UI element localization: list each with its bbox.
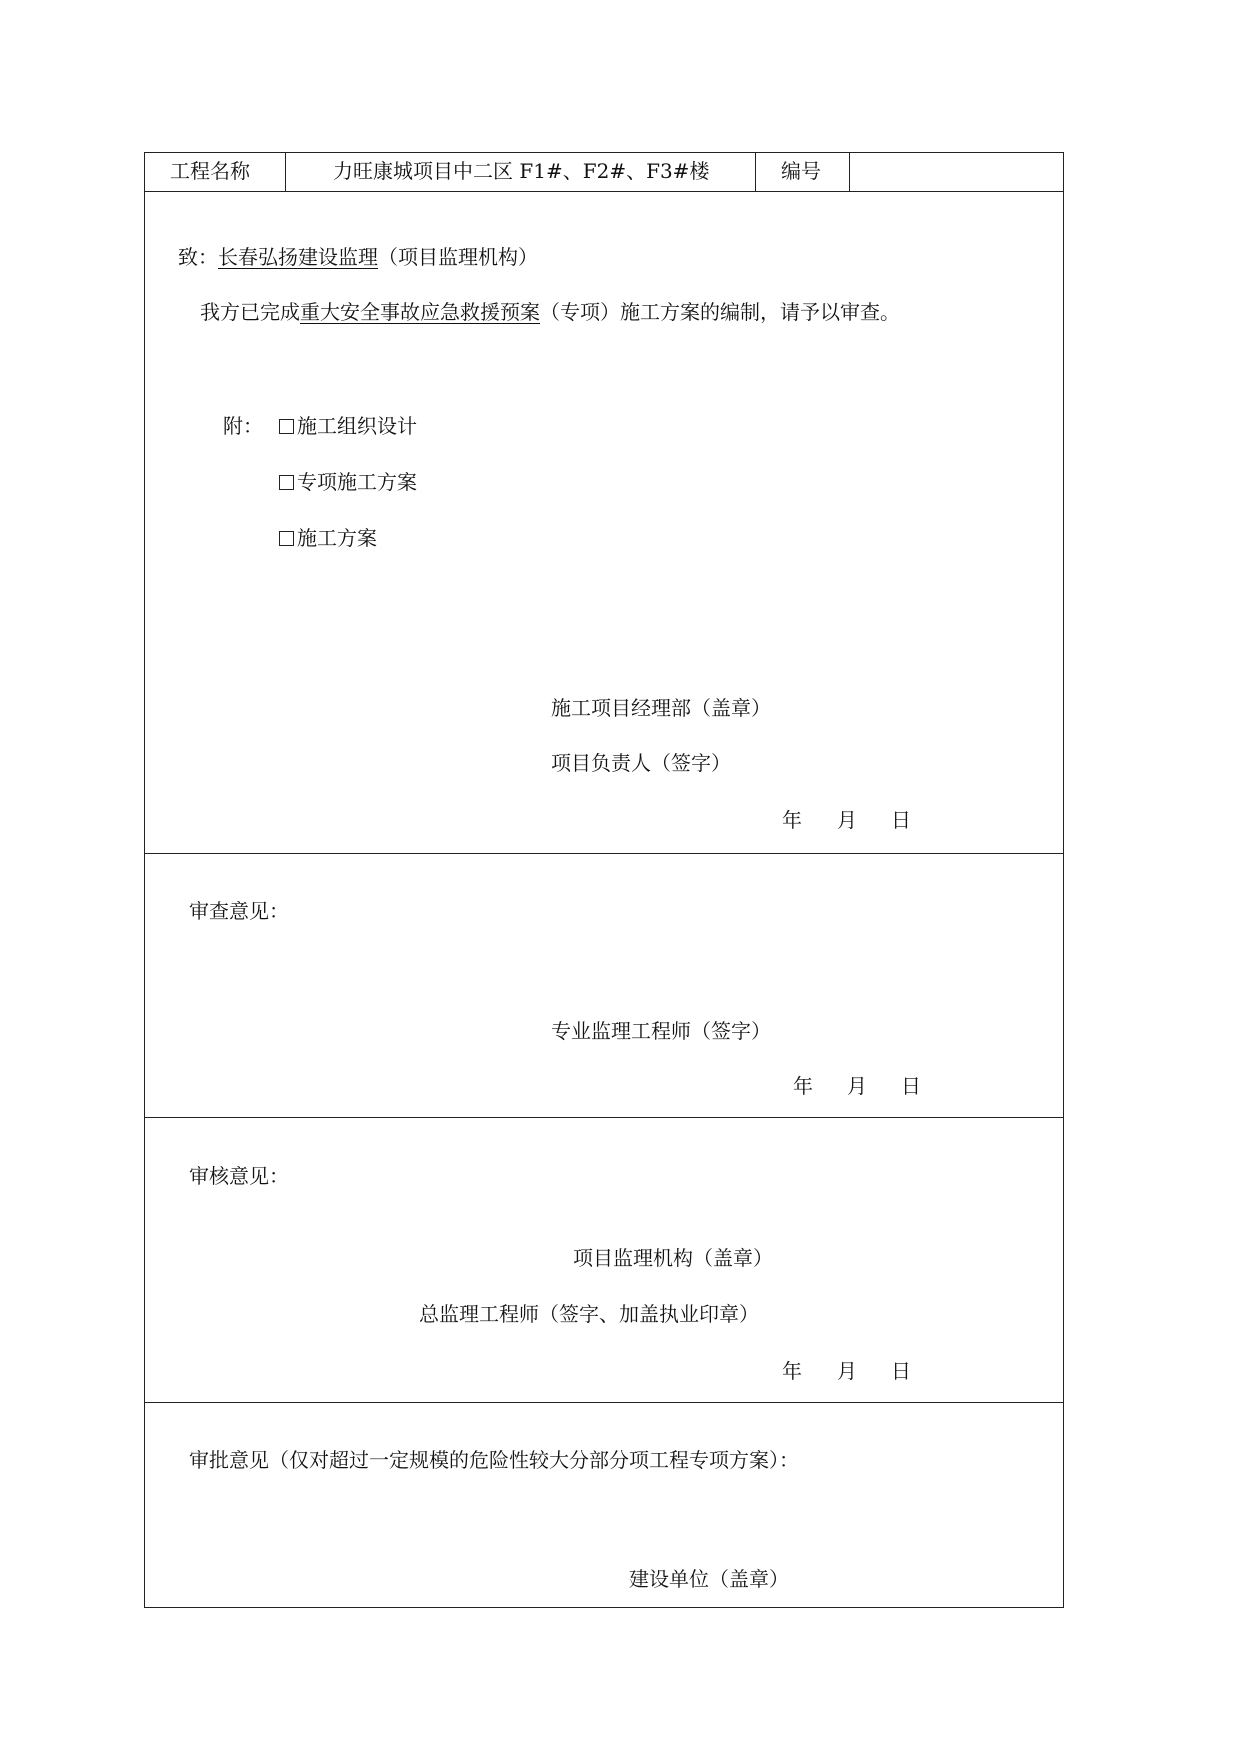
section-divider bbox=[145, 1117, 1063, 1118]
attachment-option-label: 专项施工方案 bbox=[297, 470, 417, 494]
date-year: 年 bbox=[782, 1359, 802, 1383]
owner-unit-stamp: 建设单位（盖章） bbox=[629, 1567, 789, 1591]
attachment-option-label: 施工方案 bbox=[297, 526, 377, 550]
approval-opinion-title: 审批意见（仅对超过一定规模的危险性较大分部分项工程专项方案）： bbox=[189, 1448, 799, 1472]
attachment-option[interactable] bbox=[279, 414, 417, 438]
attachment-option[interactable] bbox=[279, 470, 417, 494]
addressee-prefix: 致： bbox=[178, 245, 218, 269]
plan-subject: 重大安全事故应急救援预案 bbox=[300, 300, 540, 324]
date-year: 年 bbox=[782, 808, 802, 832]
header-divider bbox=[285, 153, 286, 191]
supervision-org-stamp: 项目监理机构（盖章） bbox=[573, 1246, 773, 1270]
date-month: 月 bbox=[837, 808, 857, 832]
checkbox-icon[interactable] bbox=[279, 531, 294, 546]
date-month: 月 bbox=[837, 1359, 857, 1383]
review-opinion-title: 审查意见： bbox=[189, 899, 289, 923]
supervision-org-name: 长春弘扬建设监理 bbox=[218, 245, 378, 269]
project-responsible-signature: 项目负责人（签字） bbox=[551, 751, 731, 775]
contractor-dept-stamp: 施工项目经理部（盖章） bbox=[551, 696, 771, 720]
date-day: 日 bbox=[901, 1074, 921, 1098]
section-divider bbox=[145, 853, 1063, 854]
header-divider bbox=[849, 153, 850, 191]
date-day: 日 bbox=[891, 808, 911, 832]
section-divider bbox=[145, 1402, 1063, 1403]
date-day: 日 bbox=[891, 1359, 911, 1383]
attachment-option-label: 施工组织设计 bbox=[297, 414, 417, 438]
attachment-label: 附： bbox=[223, 414, 263, 438]
header-divider bbox=[755, 153, 756, 191]
audit-opinion-title: 审核意见： bbox=[189, 1164, 289, 1188]
construction-plan-review-form bbox=[144, 152, 1064, 1608]
statement-suffix: （专项）施工方案的编制，请予以审查。 bbox=[540, 300, 900, 324]
project-name-label: 工程名称 bbox=[170, 159, 250, 183]
number-label: 编号 bbox=[781, 159, 821, 183]
specialist-engineer-signature: 专业监理工程师（签字） bbox=[551, 1019, 771, 1043]
chief-engineer-signature: 总监理工程师（签字、加盖执业印章） bbox=[419, 1302, 759, 1326]
project-name-value: 力旺康城项目中二区 F1#、F2#、F3#楼 bbox=[333, 159, 710, 183]
checkbox-icon[interactable] bbox=[279, 419, 294, 434]
date-year: 年 bbox=[793, 1074, 813, 1098]
addressee-suffix: （项目监理机构） bbox=[378, 245, 538, 269]
statement-prefix: 我方已完成 bbox=[200, 300, 300, 324]
submission-statement bbox=[200, 300, 900, 324]
date-month: 月 bbox=[847, 1074, 867, 1098]
checkbox-icon[interactable] bbox=[279, 475, 294, 490]
addressee-line bbox=[178, 245, 538, 269]
row-divider bbox=[145, 191, 1063, 192]
attachment-option[interactable] bbox=[279, 526, 377, 550]
